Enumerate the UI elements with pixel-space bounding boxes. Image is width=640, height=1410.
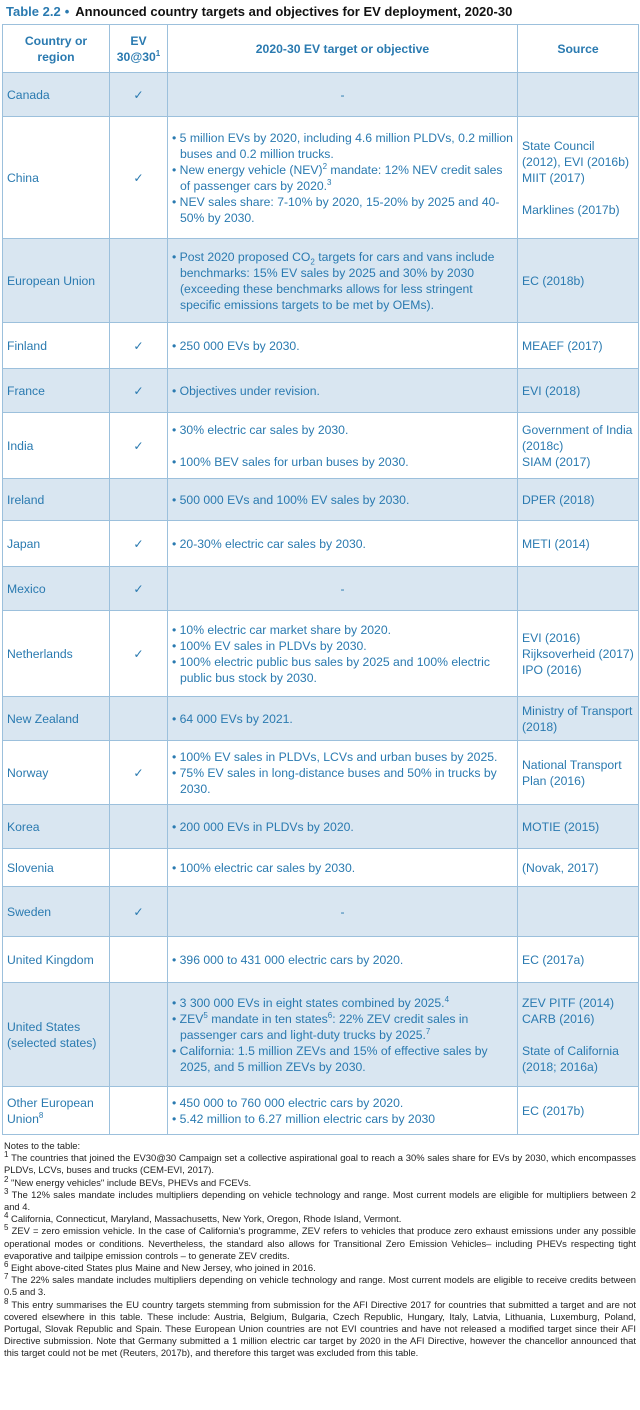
target-cell: • 30% electric car sales by 2030. • 100% BEV sales for urban buses by 2030. xyxy=(168,413,518,479)
ev30-check-icon: ✓ xyxy=(110,741,168,805)
table-row xyxy=(3,479,639,521)
ev30-check-icon xyxy=(110,983,168,1087)
ev-targets-table xyxy=(2,24,639,1135)
table-notes xyxy=(4,1140,636,1360)
source-cell: National Transport Plan (2016) xyxy=(518,741,639,805)
ev30-check-icon: ✓ xyxy=(110,73,168,117)
target-cell: • 396 000 to 431 000 electric cars by 2020. xyxy=(168,937,518,983)
note-item: $^5$ ZEV = zero emission vehicle. In the case of California's programme, ZEV refers to vehicles that produce zero exhaust emissions under any possible operational modes or conditions. Nevertheless, the standard also allows for Transitional Zero Emission Vehicles– including PHEVs respecting tight evaporative and tailpipe emission controls – to generate ZEV credits. xyxy=(4,1223,636,1261)
ev30-check-icon xyxy=(110,805,168,849)
ev30-check-icon xyxy=(110,849,168,887)
ev30-check-icon: ✓ xyxy=(110,567,168,611)
target-line: • 5 million EVs by 2020, including 4.6 million PLDVs, 0.2 million buses and 0.2 million trucks. xyxy=(172,130,513,161)
table-row xyxy=(3,369,639,413)
target-cell: - xyxy=(168,567,518,611)
table-row xyxy=(3,697,639,741)
target-cell: • 500 000 EVs and 100% EV sales by 2030. xyxy=(168,479,518,521)
ev30-check-icon: ✓ xyxy=(110,413,168,479)
source-line: State Council (2012), EVI (2016b) xyxy=(522,138,630,169)
header-ev30-text: EV 30@30 xyxy=(116,33,156,64)
source-cell: ZEV PITF (2014) CARB (2016) State of California (2018; 2016a) xyxy=(518,983,639,1087)
note-item: $^7$ The 22% sales mandate includes multipliers depending on vehicle technology and range. Most current models are eligible to receive credits between 0.5 and 3. xyxy=(4,1272,636,1298)
table-row xyxy=(3,413,639,479)
source-cell: (Novak, 2017) xyxy=(518,849,639,887)
target-cell: • 20-30% electric car sales by 2030. xyxy=(168,521,518,567)
source-line: Marklines (2017b) xyxy=(522,202,620,217)
target-cell: • 100% electric car sales by 2030. xyxy=(168,849,518,887)
ev30-check-icon: ✓ xyxy=(110,887,168,937)
source-cell: MEAEF (2017) xyxy=(518,323,639,369)
table-row xyxy=(3,741,639,805)
target-line: • California: 1.5 million ZEVs and 15% of effective sales by 2025, and 5 million ZEVs by 2030. xyxy=(172,1043,488,1074)
source-cell: EC (2017a) xyxy=(518,937,639,983)
country-cell: European Union xyxy=(3,239,110,323)
country-cell: Slovenia xyxy=(3,849,110,887)
table-number: Table 2.2 xyxy=(6,3,61,19)
target-cell: • 64 000 EVs by 2021. xyxy=(168,697,518,741)
source-cell: MOTIE (2015) xyxy=(518,805,639,849)
table-row xyxy=(3,937,639,983)
country-cell: China xyxy=(3,117,110,239)
target-cell xyxy=(168,117,518,239)
country-cell: Sweden xyxy=(3,887,110,937)
target-cell: • Objectives under revision. xyxy=(168,369,518,413)
country-cell: United Kingdom xyxy=(3,937,110,983)
ev30-check-icon: ✓ xyxy=(110,611,168,697)
country-cell: New Zealand xyxy=(3,697,110,741)
source-cell: Ministry of Transport (2018) xyxy=(518,697,639,741)
source-cell xyxy=(518,73,639,117)
ev30-check-icon xyxy=(110,239,168,323)
table-row xyxy=(3,73,639,117)
source-cell xyxy=(518,117,639,239)
table-row xyxy=(3,611,639,697)
table-row xyxy=(3,983,639,1087)
target-line: • ZEV$^5$ mandate in ten states$^6$: 22% ZEV credit sales in passenger cars and light-duty trucks by 2025.$^7$ xyxy=(172,1010,469,1042)
table-row xyxy=(3,887,639,937)
target-line: • 3 300 000 EVs in eight states combined by 2025.$^4$ xyxy=(172,994,450,1010)
table-row xyxy=(3,567,639,611)
target-cell: - xyxy=(168,73,518,117)
table-title xyxy=(0,0,640,22)
target-line: • Post 2020 proposed $CO_2$ targets for cars and vans include benchmarks: 15% EV sales by 2025 and 30% by 2030 (exceeding these benchmarks allows for less stringent specific emissions targets to be met by OEMs). xyxy=(172,249,495,312)
header-row xyxy=(3,25,639,73)
target-cell: - xyxy=(168,887,518,937)
header-country: Country or region xyxy=(3,25,110,73)
source-cell: EVI (2016) Rijksoverheid (2017) IPO (2016) xyxy=(518,611,639,697)
target-cell: • 250 000 EVs by 2030. xyxy=(168,323,518,369)
table-row xyxy=(3,239,639,323)
ev30-check-icon: ✓ xyxy=(110,369,168,413)
ev30-check-icon xyxy=(110,937,168,983)
source-cell xyxy=(518,887,639,937)
country-cell: Ireland xyxy=(3,479,110,521)
table-row xyxy=(3,1087,639,1135)
ev30-check-icon xyxy=(110,1087,168,1135)
note-item: $^8$ This entry summarises the EU country targets stemming from submission for the AFI Directive 2017 for countries that submitted a target and are not covered elsewhere in this table. These include: Austria, Belgium, Bulgaria, Czech Republic, Hungary, Italy, Latvia, Lithuania, Luxemburg, Poland, Portugal, Slovak Republic and Spain. These European Union countries are not EVI countries and have not released a modified target since their AFI Directive submission. Note that Germany submitted a 1 million electric car target by 2020 in the AFI Directive, however the chancellor announced that this target could not be met (Reuters, 2017b), and therefore this target was excluded from this table. xyxy=(4,1296,636,1359)
title-bullet: • xyxy=(64,3,70,19)
source-cell: EVI (2018) xyxy=(518,369,639,413)
country-cell: United States (selected states) xyxy=(3,983,110,1087)
country-cell: Finland xyxy=(3,323,110,369)
notes-heading: Notes to the table: xyxy=(4,1140,81,1151)
target-cell: • 100% EV sales in PLDVs, LCVs and urban buses by 2025. • 75% EV sales in long-distance buses and 50% in trucks by 2030. xyxy=(168,741,518,805)
note-item: $^4$ California, Connecticut, Maryland, Massachusetts, New York, Oregon, Rhode Island, Vermont. xyxy=(4,1211,402,1225)
header-ev30-sup: 1 xyxy=(155,48,161,58)
source-cell: EC (2018b) xyxy=(518,239,639,323)
country-cell: Netherlands xyxy=(3,611,110,697)
country-cell: Mexico xyxy=(3,567,110,611)
ev30-check-icon xyxy=(110,697,168,741)
table-row xyxy=(3,323,639,369)
country-cell: France xyxy=(3,369,110,413)
country-cell: Other European Union$^8$ xyxy=(3,1087,110,1135)
target-cell: • 450 000 to 760 000 electric cars by 2020. • 5.42 million to 6.27 million electric cars by 2030 xyxy=(168,1087,518,1135)
source-cell xyxy=(518,567,639,611)
ev30-check-icon: ✓ xyxy=(110,521,168,567)
country-cell: Japan xyxy=(3,521,110,567)
table-row xyxy=(3,117,639,239)
target-line: • NEV sales share: 7-10% by 2020, 15-20% by 2025 and 40-50% by 2030. xyxy=(172,194,500,225)
table-caption: Announced country targets and objectives for EV deployment, 2020-30 xyxy=(75,3,513,19)
target-cell xyxy=(168,239,518,323)
source-line: MIIT (2017) xyxy=(522,170,585,185)
country-cell: Canada xyxy=(3,73,110,117)
table-row xyxy=(3,805,639,849)
header-target: 2020-30 EV target or objective xyxy=(168,25,518,73)
table-row xyxy=(3,521,639,567)
source-cell: EC (2017b) xyxy=(518,1087,639,1135)
country-cell: Korea xyxy=(3,805,110,849)
country-cell: Norway xyxy=(3,741,110,805)
country-cell: India xyxy=(3,413,110,479)
note-item: $^2$ "New energy vehicles" include BEVs, PHEVs and FCEVs. xyxy=(4,1174,252,1188)
note-item: $^3$ The 12% sales mandate includes multipliers depending on vehicle technology and range. Most current models are eligible for multipliers between 2 and 4. xyxy=(4,1186,636,1213)
table-row xyxy=(3,849,639,887)
header-ev30 xyxy=(110,25,168,73)
target-cell: • 200 000 EVs in PLDVs by 2020. xyxy=(168,805,518,849)
header-source: Source xyxy=(518,25,639,73)
source-cell: DPER (2018) xyxy=(518,479,639,521)
ev30-check-icon xyxy=(110,479,168,521)
ev30-check-icon: ✓ xyxy=(110,117,168,239)
source-cell: METI (2014) xyxy=(518,521,639,567)
note-item: $^1$ The countries that joined the EV30@30 Campaign set a collective aspirational goal to reach a 30% sales share for EVs by 2030, which encompasses PLDVs, LCVs, buses and trucks (CEM-EVI, 2017). xyxy=(4,1150,636,1176)
source-cell: Government of India (2018c) SIAM (2017) xyxy=(518,413,639,479)
target-cell: • 10% electric car market share by 2020. • 100% EV sales in PLDVs by 2030. • 100% electric public bus sales by 2025 and 100% electric public bus stock by 2030. xyxy=(168,611,518,697)
target-cell xyxy=(168,983,518,1087)
note-item: $^6$ Eight above-cited States plus Maine and New Jersey, who joined in 2016. xyxy=(4,1259,316,1274)
target-line: • New energy vehicle (NEV)$^2$ mandate: 12% NEV credit sales of passenger cars by 2020.$^3$ xyxy=(172,161,503,193)
ev30-check-icon: ✓ xyxy=(110,323,168,369)
